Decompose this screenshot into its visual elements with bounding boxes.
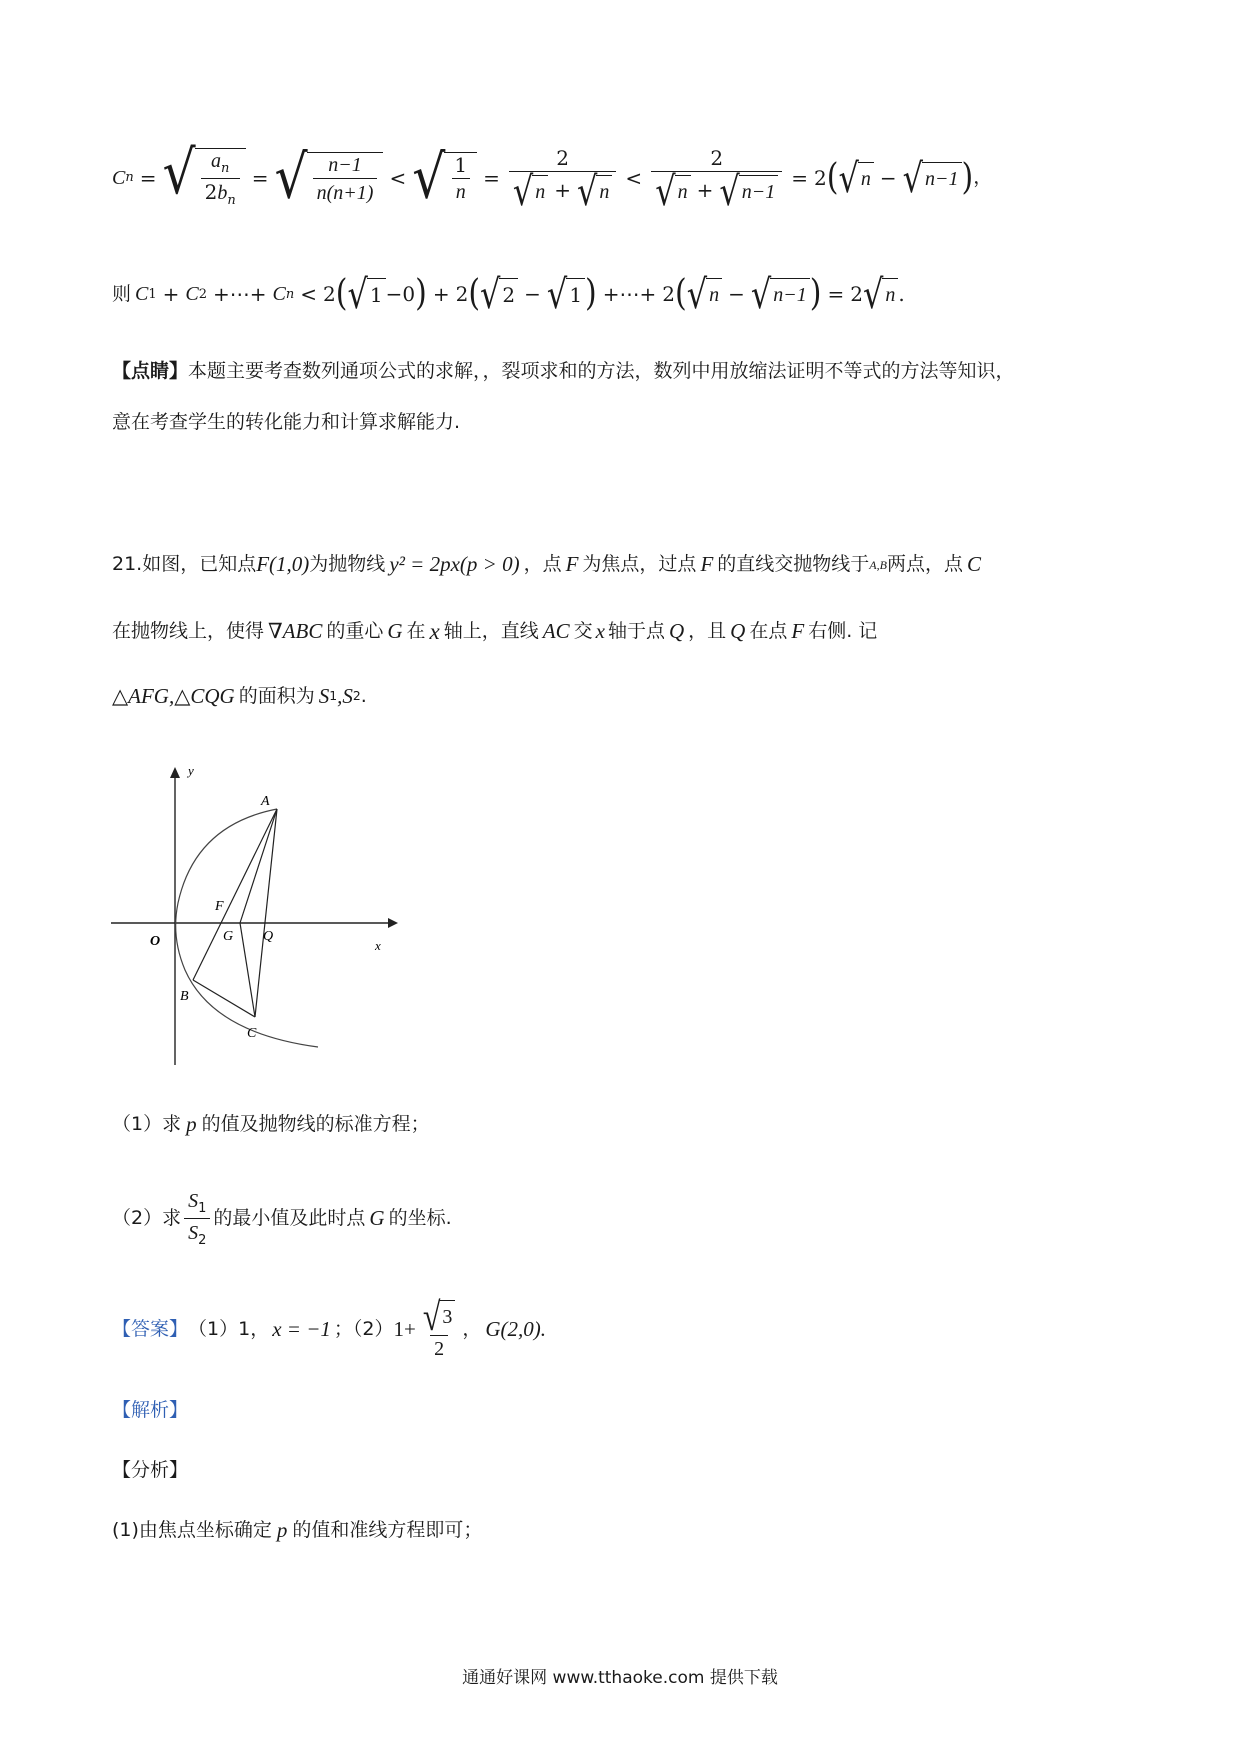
label-q: Q bbox=[263, 929, 274, 944]
dianjing-line1: 【点睛】本题主要考查数列通项公式的求解，，裂项求和的方法，数列中用放缩法证明不等式的方法等知识， bbox=[112, 360, 1015, 382]
fenxi-line1: (1)由焦点坐标确定 p 的值和准线方程即可； bbox=[112, 1518, 483, 1542]
line-ac bbox=[255, 809, 277, 1017]
var-c: C bbox=[112, 166, 126, 189]
parabola-figure bbox=[105, 755, 415, 1079]
label-f: F bbox=[215, 899, 224, 914]
q21-line3: △AFG,△CQG 的面积为 S 1 ,S 2 . bbox=[112, 684, 367, 708]
dianjing-line2: 意在考查学生的转化能力和计算求解能力. bbox=[112, 411, 461, 433]
parabola-diagram bbox=[105, 755, 415, 1075]
jiexi-heading: 【解析】 bbox=[112, 1399, 189, 1421]
sub-question-1: （1）求 p 的值及抛物线的标准方程； bbox=[112, 1112, 430, 1136]
frac-sqrt3-2: √ 3 2 bbox=[419, 1300, 460, 1359]
line-bc bbox=[193, 980, 255, 1017]
formula-sum: 则 C 1 + C 2 +⋯+ C n < 2 ( √ 1 −0 ) + 2 ( √ 2 − √ 1 ) +⋯+ 2 ( √ n − √ n−1 ) = 2 √ n . bbox=[112, 270, 905, 318]
q21-line1: 21.如图，已知点 F(1,0) 为抛物线 y² = 2px(p > 0) ，点 F 为焦点，过点 F 的直线交抛物线于 A,B 两点，点 C bbox=[112, 552, 981, 576]
label-x: x bbox=[375, 938, 381, 953]
answer-label: 【答案】 bbox=[112, 1318, 189, 1340]
label-a: A bbox=[261, 794, 270, 809]
parabola-curve bbox=[176, 809, 318, 1047]
line-ab bbox=[193, 809, 277, 980]
frac-2-sqrt-sum-nm1: 2 √ n + √ n−1 bbox=[651, 148, 782, 207]
label-c: C bbox=[247, 1026, 257, 1041]
formula-cn: C n = √ $\frac{a_n}{2b_n}$ = √ $\frac{n-1}{n(n+1)}$ < √ $\frac{1}{n}$ = 2 √ n + √ n < 2 √ n + √ n−1 = 2 ( √ n − √ n−1 ) ， bbox=[112, 138, 993, 215]
q21-line2: 在抛物线上，使得 ∇ABC 的重心 G 在 x 轴上，直线 AC 交 x 轴于点 Q ，且 Q 在点 F 右侧. 记 bbox=[112, 619, 878, 644]
sqrt-1-over-n: √ $\frac{1}{n}$ bbox=[412, 152, 477, 204]
sqrt-frac-n: √ $\frac{n-1}{n(n+1)}$ bbox=[275, 152, 384, 204]
label-b: B bbox=[180, 989, 189, 1004]
fenxi-heading: 【分析】 bbox=[112, 1459, 189, 1481]
y-axis-arrow-icon bbox=[170, 767, 180, 778]
frac-s1-s2: $\frac{S_1}{S_2}$ bbox=[184, 1190, 210, 1247]
frac-2-sqrt-sum: 2 √ n + √ n bbox=[509, 148, 617, 207]
x-axis-arrow-icon bbox=[388, 918, 398, 928]
label-o: O bbox=[150, 934, 161, 949]
label-y: y bbox=[188, 763, 194, 778]
sub-question-2: （2）求 $\frac{S_1}{S_2}$ 的最小值及此时点 G 的坐标. bbox=[112, 1190, 452, 1249]
sqrt-an-2bn: √ $\frac{a_n}{2b_n}$ bbox=[162, 148, 245, 207]
answer-line: 【答案】 （1）1， x = −1 ；（2） 1+ √ 3 2 ， G(2,0). bbox=[112, 1293, 547, 1360]
label-g: G bbox=[223, 929, 234, 944]
line-gc bbox=[240, 923, 255, 1017]
page-footer: 通通好课网 www.tthaoke.com 提供下载 bbox=[462, 1668, 778, 1688]
